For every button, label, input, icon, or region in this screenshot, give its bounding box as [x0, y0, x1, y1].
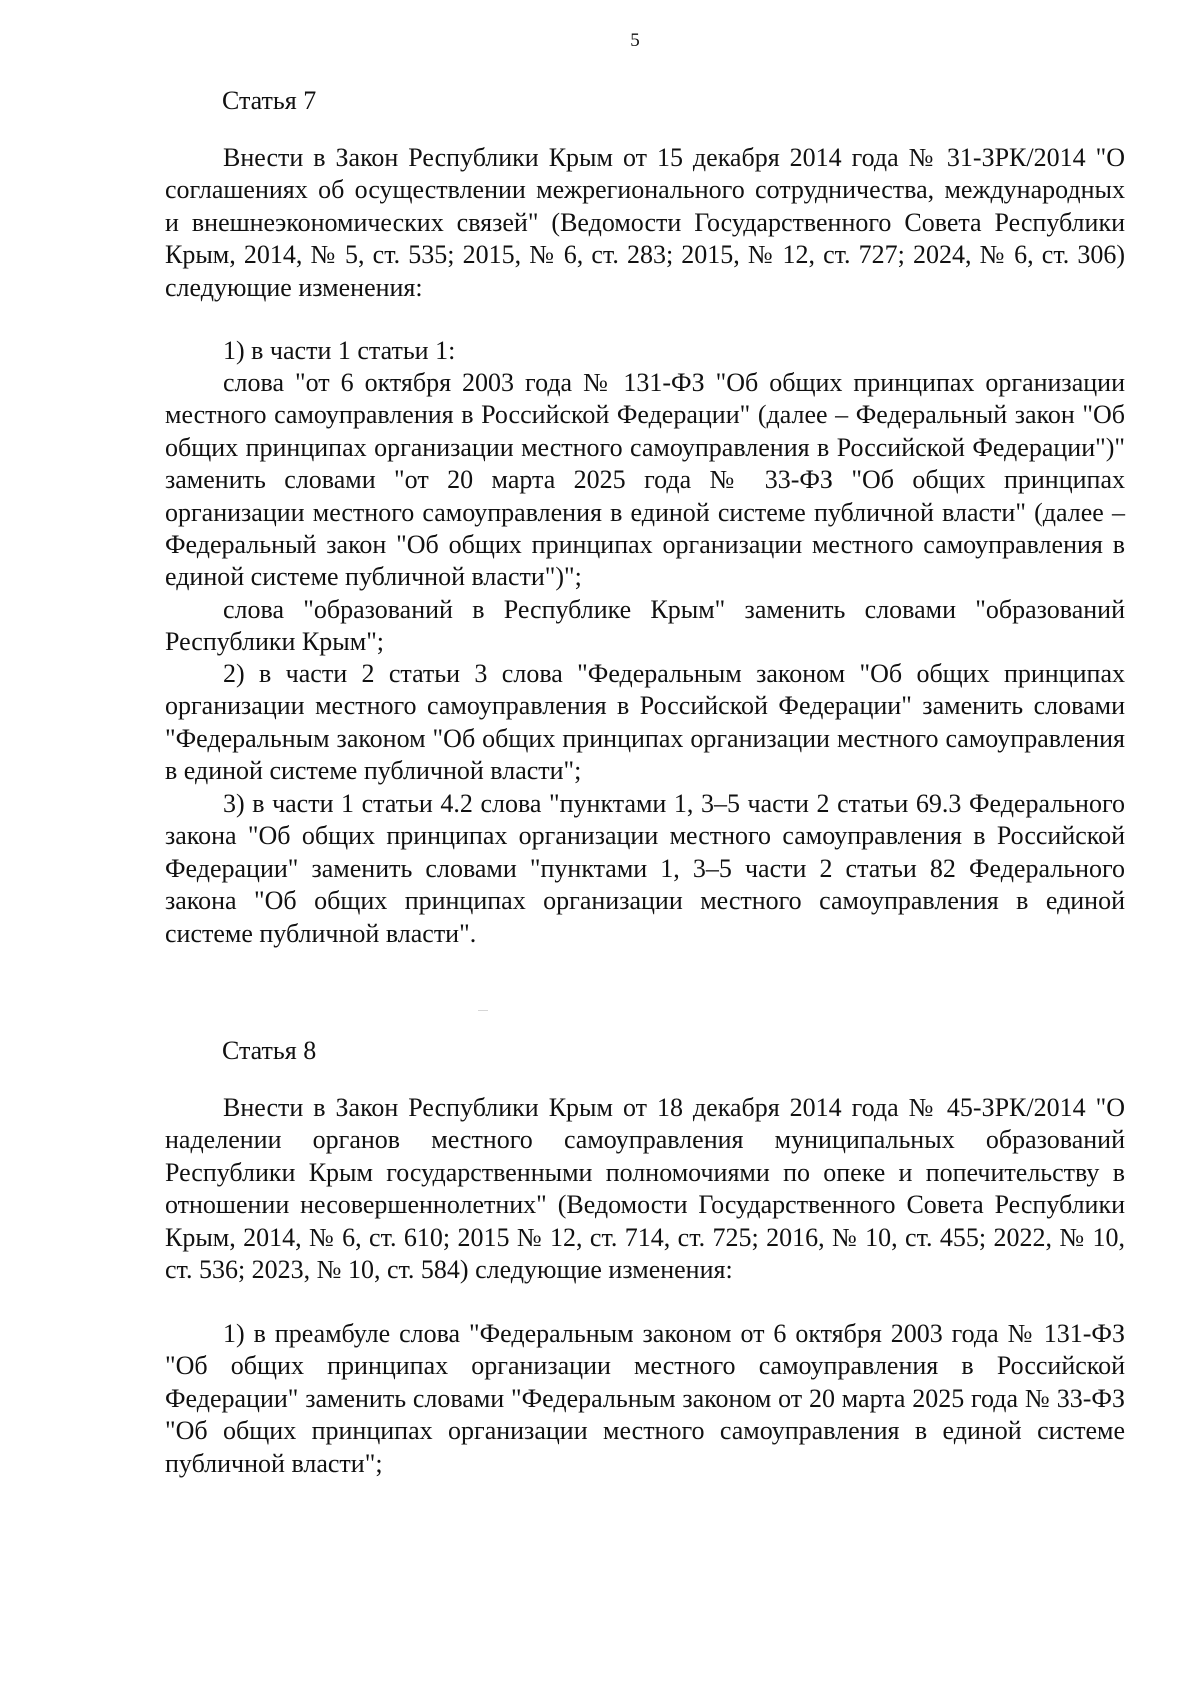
article-7-item-1-text-2: слова "образований в Республике Крым" заменить словами "образований Республики Крым"; [165, 595, 1125, 657]
page-number: 5 [630, 30, 640, 51]
article-7-heading: Статья 7 [222, 86, 317, 115]
article-7-item-1-text-1: слова "от 6 октября 2003 года № 131-ФЗ "Об общих принципах организации местного самоуправления в Российской Федерации" (далее – Федеральный закон "Об общих принципах организации местного самоуправления в Российской Федерации")" заменить словами "от 20 марта 2025 года № 33-ФЗ "Об общих принципах организации местного самоуправления в единой системе публичной власти" (далее – Федеральный закон "Об общих принципах организации местного самоуправления в единой системе публичной власти")"; [165, 368, 1125, 592]
article-7-item-1-title: 1) в части 1 статьи 1: [223, 336, 456, 365]
article-7-item-3: 3) в части 1 статьи 4.2 слова "пунктами 1, 3–5 части 2 статьи 69.3 Федерального закона "Об общих принципах организации местного самоуправления в Российской Федерации" заменить словами "пунктами 1, 3–5 части 2 статьи 82 Федерального закона "Об общих принципах организации местного самоуправления в единой системе публичной власти". [165, 789, 1125, 948]
article-7-item-2: 2) в части 2 статьи 3 слова "Федеральным законом "Об общих принципах организации местного самоуправления в Российской Федерации" заменить словами "Федеральным законом "Об общих принципах организации местного самоуправления в единой системе публичной власти"; [165, 659, 1125, 786]
article-8-heading: Статья 8 [222, 1036, 317, 1065]
separator-mark [478, 1010, 488, 1011]
article-8-intro: Внести в Закон Республики Крым от 18 декабря 2014 года № 45-ЗРК/2014 "О наделении органов местного самоуправления муниципальных образований Республики Крым государственными полномочиями по опеке и попечительству в отношении несовершеннолетних" (Ведомости Государственного Совета Республики Крым, 2014, № 6, ст. 610; 2015 № 12, ст. 714, ст. 725; 2016, № 10, ст. 455; 2022, № 10, ст. 536; 2023, № 10, ст. 584) следующие изменения: [165, 1093, 1125, 1285]
article-7-intro: Внести в Закон Республики Крым от 15 декабря 2014 года № 31-ЗРК/2014 "О соглашениях об осуществлении межрегионального сотрудничества, международных и внешнеэкономических связей" (Ведомости Государственного Совета Республики Крым, 2014, № 5, ст. 535; 2015, № 6, ст. 283; 2015, № 12, ст. 727; 2024, № 6, ст. 306) следующие изменения: [165, 143, 1125, 302]
article-8-item-1: 1) в преамбуле слова "Федеральным законом от 6 октября 2003 года № 131-ФЗ "Об общих принципах организации местного самоуправления в Российской Федерации" заменить словами "Федеральным законом от 20 марта 2025 года № 33-ФЗ "Об общих принципах организации местного самоуправления в единой системе публичной власти"; [165, 1319, 1125, 1478]
